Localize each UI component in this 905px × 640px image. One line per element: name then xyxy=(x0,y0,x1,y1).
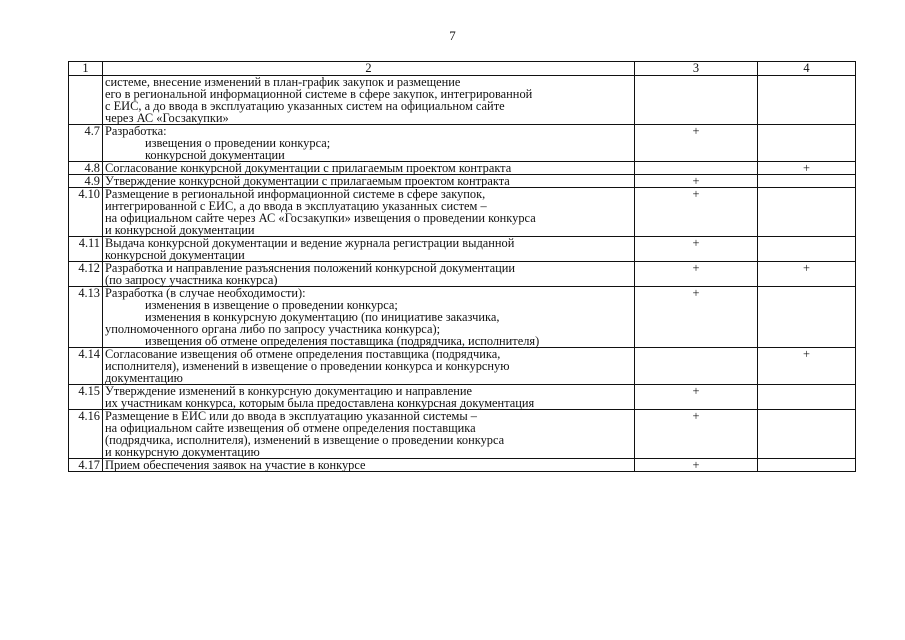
description-line: на официальном сайте через АС «Госзакупки» извещения о проведении конкурса xyxy=(105,211,536,225)
column-4-mark: + xyxy=(758,348,856,385)
row-number: 4.15 xyxy=(69,385,103,410)
row-number xyxy=(69,76,103,125)
column-4-mark xyxy=(758,459,856,472)
row-description xyxy=(103,459,635,472)
row-description xyxy=(103,125,635,162)
description-line: Утверждение конкурсной документации с прилагаемым проектом контракта xyxy=(105,174,510,188)
description-line: извещения о проведении конкурса; xyxy=(145,136,331,150)
column-3-mark xyxy=(635,76,758,125)
row-description xyxy=(103,162,635,175)
table-row xyxy=(69,125,856,162)
description-line: Согласование конкурсной документации с прилагаемым проектом контракта xyxy=(105,161,512,175)
row-description xyxy=(103,262,635,287)
table-row xyxy=(69,237,856,262)
column-3-mark: + xyxy=(635,459,758,472)
description-line: документацию xyxy=(105,371,183,385)
column-4-mark xyxy=(758,76,856,125)
description-line: исполнителя), изменений в извещение о проведении конкурса и конкурсную xyxy=(105,359,510,373)
description-line: с ЕИС, а до ввода в эксплуатацию указанных систем на официальном сайте xyxy=(105,99,505,113)
row-number: 4.9 xyxy=(69,175,103,188)
description-line: изменения в извещение о проведении конкурса; xyxy=(145,298,398,312)
column-3-mark: + xyxy=(635,188,758,237)
row-description xyxy=(103,237,635,262)
column-4-mark xyxy=(758,287,856,348)
column-4-mark xyxy=(758,188,856,237)
row-description xyxy=(103,76,635,125)
table-row xyxy=(69,175,856,188)
row-number: 4.12 xyxy=(69,262,103,287)
column-3-mark: + xyxy=(635,385,758,410)
column-4-mark: + xyxy=(758,262,856,287)
table-row xyxy=(69,459,856,472)
table-row xyxy=(69,262,856,287)
table-row xyxy=(69,385,856,410)
header-cell-1: 1 xyxy=(69,62,103,76)
column-3-mark: + xyxy=(635,175,758,188)
header-cell-2: 2 xyxy=(103,62,635,76)
table-row xyxy=(69,162,856,175)
row-number: 4.17 xyxy=(69,459,103,472)
row-description xyxy=(103,385,635,410)
row-description xyxy=(103,410,635,459)
row-description xyxy=(103,287,635,348)
row-number: 4.11 xyxy=(69,237,103,262)
row-description xyxy=(103,188,635,237)
header-cell-3: 3 xyxy=(635,62,758,76)
table-body xyxy=(69,62,856,472)
description-line: Утверждение изменений в конкурсную документацию и направление xyxy=(105,384,472,398)
description-line: Размещение в региональной информационной системе в сфере закупок, xyxy=(105,187,486,201)
table-row xyxy=(69,76,856,125)
row-number: 4.7 xyxy=(69,125,103,162)
description-line: Прием обеспечения заявок на участие в конкурсе xyxy=(105,458,366,472)
column-3-mark xyxy=(635,162,758,175)
description-line: системе, внесение изменений в план-график закупок и размещение xyxy=(105,75,461,89)
header-row xyxy=(69,62,856,76)
description-line: изменения в конкурсную документацию (по инициативе заказчика, xyxy=(145,310,500,324)
column-4-mark xyxy=(758,237,856,262)
description-line: уполномоченного органа либо по запросу участника конкурса); xyxy=(105,322,441,336)
description-line: Разработка (в случае необходимости): xyxy=(105,286,306,300)
header-cell-4: 4 xyxy=(758,62,856,76)
row-description xyxy=(103,348,635,385)
description-line: Разработка и направление разъяснения положений конкурсной документации xyxy=(105,261,516,275)
column-4-mark: + xyxy=(758,162,856,175)
row-number: 4.13 xyxy=(69,287,103,348)
description-line: Разработка: xyxy=(105,124,167,138)
description-line: конкурсной документации xyxy=(105,248,245,262)
description-line: конкурсной документации xyxy=(145,148,285,162)
column-4-mark xyxy=(758,175,856,188)
description-line: Согласование извещения об отмене определения поставщика (подрядчика, xyxy=(105,347,501,361)
table-row xyxy=(69,410,856,459)
description-line: на официальном сайте извещения об отмене определения поставщика xyxy=(105,421,476,435)
column-3-mark: + xyxy=(635,410,758,459)
row-number: 4.16 xyxy=(69,410,103,459)
column-3-mark: + xyxy=(635,287,758,348)
description-line: извещения об отмене определения поставщика (подрядчика, исполнителя) xyxy=(145,334,540,348)
procurement-table xyxy=(68,61,856,472)
description-line: Размещение в ЕИС или до ввода в эксплуатацию указанной системы – xyxy=(105,409,477,423)
description-line: через АС «Госзакупки» xyxy=(105,111,229,125)
column-4-mark xyxy=(758,125,856,162)
description-line: интегрированной с ЕИС, а до ввода в эксплуатацию указанных систем – xyxy=(105,199,487,213)
description-line: (подрядчика, исполнителя), изменений в извещение о проведении конкурса xyxy=(105,433,505,447)
description-line: и конкурсной документации xyxy=(105,223,255,237)
row-number: 4.10 xyxy=(69,188,103,237)
column-4-mark xyxy=(758,410,856,459)
description-line: его в региональной информационной системе в сфере закупок, интегрированной xyxy=(105,87,533,101)
row-number: 4.8 xyxy=(69,162,103,175)
description-line: их участникам конкурса, которым была предоставлена конкурсная документация xyxy=(105,396,535,410)
description-line: Выдача конкурсной документации и ведение журнала регистрации выданной xyxy=(105,236,515,250)
row-number: 4.14 xyxy=(69,348,103,385)
column-3-mark: + xyxy=(635,237,758,262)
column-4-mark xyxy=(758,385,856,410)
description-line: (по запросу участника конкурса) xyxy=(105,273,278,287)
table-row xyxy=(69,348,856,385)
column-3-mark: + xyxy=(635,262,758,287)
column-3-mark: + xyxy=(635,125,758,162)
description-line: и конкурсную документацию xyxy=(105,445,260,459)
row-description xyxy=(103,175,635,188)
column-3-mark xyxy=(635,348,758,385)
table-row xyxy=(69,287,856,348)
table-row xyxy=(69,188,856,237)
page-number: 7 xyxy=(449,28,456,43)
